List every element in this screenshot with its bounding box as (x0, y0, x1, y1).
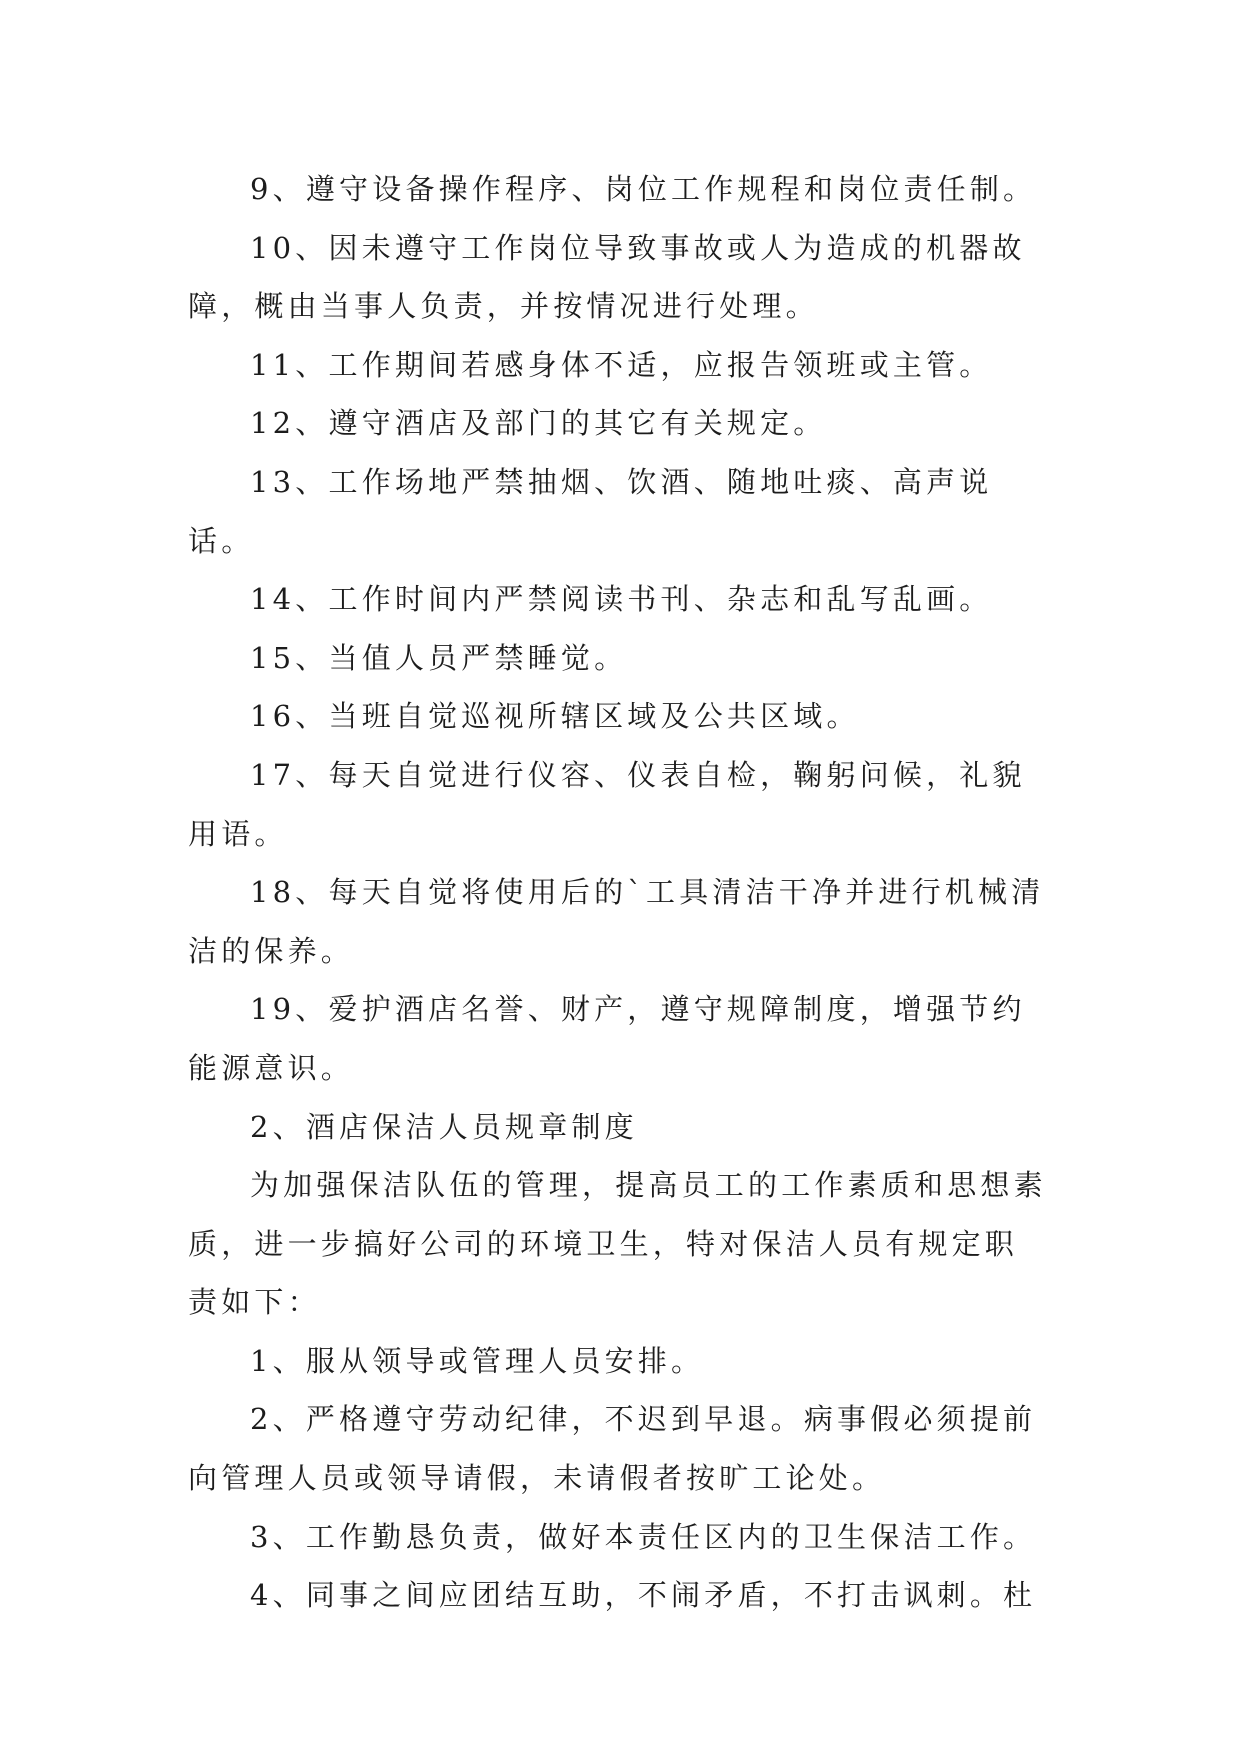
paragraph: 19、爱护酒店名誉、财产，遵守规障制度，增强节约能源意识。 (188, 992, 1026, 1085)
paragraph: 17、每天自觉进行仪容、仪表自检，鞠躬问候，礼貌用语。 (188, 757, 1026, 851)
paragraph: 15、当值人员严禁睡觉。 (250, 640, 628, 675)
section-heading: 2、酒店保洁人员规章制度 (250, 1109, 638, 1144)
paragraph: 4、同事之间应团结互助，不闹矛盾，不打击讽刺。杜 (250, 1578, 1037, 1613)
paragraph: 11、工作期间若感身体不适，应报告领班或主管。 (250, 347, 993, 382)
paragraph: 16、当班自觉巡视所辖区域及公共区域。 (250, 699, 860, 734)
paragraph: 18、每天自觉将使用后的`工具清洁干净并进行机械清洁的保养。 (188, 875, 1045, 968)
paragraph: 9、遵守设备操作程序、岗位工作规程和岗位责任制。 (250, 172, 1037, 206)
paragraph: 13、工作场地严禁抽烟、饮酒、随地吐痰、高声说话。 (188, 464, 993, 558)
paragraph: 为加强保洁队伍的管理，提高员工的工作素质和思想素质，进一步搞好公司的环境卫生，特对保洁人员有规定职责如下： (188, 1168, 1047, 1320)
paragraph: 14、工作时间内严禁阅读书刊、杂志和乱写乱画。 (250, 582, 993, 617)
paragraph: 3、工作勤恳负责，做好本责任区内的卫生保洁工作。 (250, 1519, 1037, 1554)
paragraph: 1、服从领导或管理人员安排。 (250, 1343, 705, 1378)
paragraph: 2、严格遵守劳动纪律，不迟到早退。病事假必须提前向管理人员或领导请假，未请假者按旷工论处。 (188, 1402, 1037, 1496)
paragraph: 10、因未遵守工作岗位导致事故或人为造成的机器故障，概由当事人负责，并按情况进行处理。 (188, 230, 1026, 324)
document-body (188, 160, 1048, 1625)
paragraph: 12、遵守酒店及部门的其它有关规定。 (250, 406, 827, 441)
